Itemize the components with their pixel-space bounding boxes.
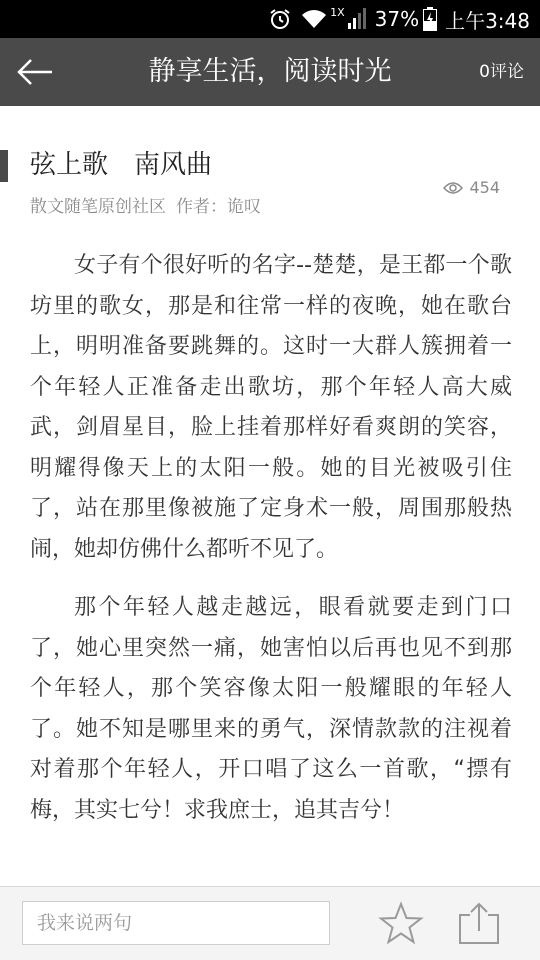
article-content[interactable]	[0, 106, 540, 886]
back-button[interactable]	[14, 52, 56, 92]
wifi-icon	[300, 8, 328, 30]
eye-icon	[443, 181, 463, 195]
battery-percent: 37%	[374, 7, 420, 31]
page-title: 静享生活，阅读时光	[148, 56, 392, 87]
status-bar	[0, 0, 540, 38]
share-icon	[456, 901, 502, 947]
signal-icon	[347, 8, 367, 30]
comment-input[interactable]: 我来说两句	[22, 901, 330, 945]
bottom-action-bar	[0, 886, 540, 960]
article-meta	[30, 192, 271, 217]
title-accent-bar	[0, 150, 8, 182]
article-body	[30, 246, 512, 849]
article-author: 作者：诡叹	[176, 197, 261, 217]
view-count-value: 454	[469, 178, 500, 197]
view-count	[443, 178, 500, 197]
comment-count-button[interactable]: 0评论	[479, 62, 524, 82]
share-button[interactable]	[456, 901, 502, 947]
article-title: 弦上歌 南风曲	[30, 150, 213, 180]
paragraph: 女子有个很好听的名字--楚楚，是王都一个歌坊里的歌女，那是和往常一样的夜晚，她在歌台上，明明准备要跳舞的。这时一大群人簇拥着一个年轻人正准备走出歌坊，那个年轻人高大威武，剑眉星目，脸上挂着那样好看爽朗的笑容，明耀得像天上的太阳一般。她的目光被吸引住了，站在那里像被施了定身术一般，周围那般热闹，她却仿佛什么都听不见了。	[30, 253, 512, 562]
network-badge: 1X	[330, 6, 345, 19]
article-source: 散文随笔原创社区	[30, 197, 166, 217]
paragraph: 那个年轻人越走越远，眼看就要走到门口了，她心里突然一痛，她害怕以后再也见不到那个年轻人，那个笑容像太阳一般耀眼的年轻人了。她不知是哪里来的勇气，深情款款的注视着对着那个年轻人，开口唱了这么一首歌，“摽有梅，其实七兮！求我庶士，追其吉兮！	[30, 595, 512, 823]
star-icon	[378, 901, 424, 947]
arrow-left-icon	[16, 57, 54, 87]
favorite-button[interactable]	[378, 901, 424, 947]
status-time: 上午3:48	[445, 8, 530, 33]
alarm-icon	[268, 7, 292, 31]
battery-charging-icon	[423, 7, 437, 31]
app-header	[0, 38, 540, 106]
